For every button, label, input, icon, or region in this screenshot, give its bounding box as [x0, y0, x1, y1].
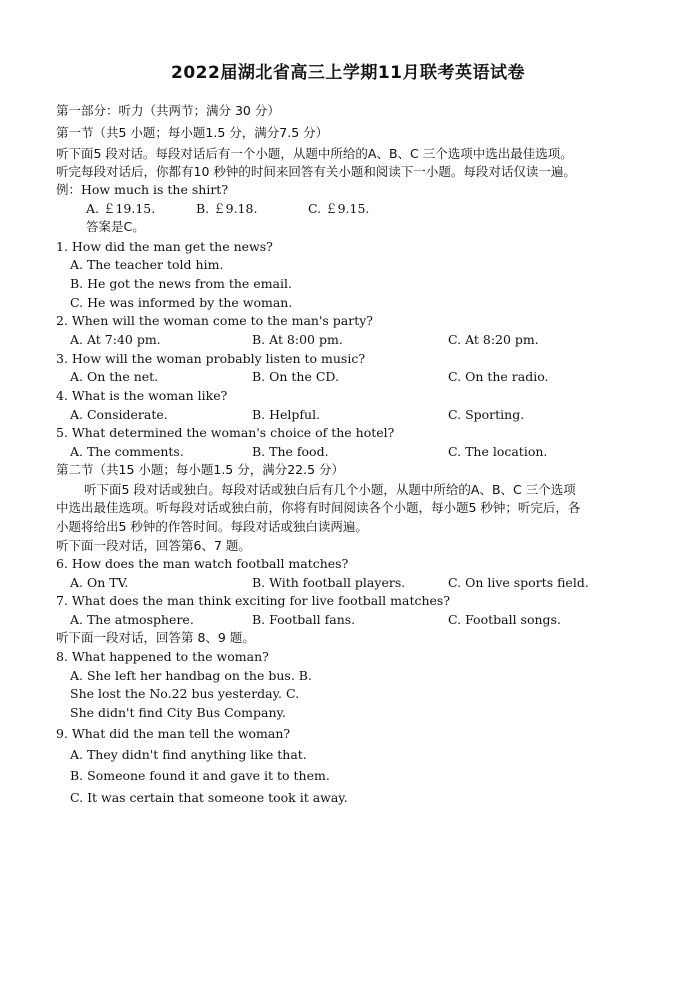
group-intro: 听下面一段对话，回答第 8、9 题。: [56, 630, 255, 645]
option-line: She lost the No.22 bus yesterday. C.: [70, 686, 300, 701]
example-answer: 答案是C。: [86, 219, 145, 234]
option-b: B. Football fans.: [252, 612, 356, 627]
example-option-c: C. ￡9.15.: [308, 201, 370, 216]
question-2: 2. When will the woman come to the man's party?: [56, 313, 373, 328]
section2-heading: 第二节（共15 小题；每小题1.5 分，满分22.5 分）: [56, 462, 345, 477]
option-c: C. Football songs.: [448, 612, 561, 627]
question-4: 4. What is the woman like?: [56, 388, 228, 403]
option-a: A. On the net.: [70, 369, 159, 384]
option-b: B. At 8:00 pm.: [252, 332, 343, 347]
option-b: B. With football players.: [252, 575, 406, 590]
option-a: A. They didn't find anything like that.: [70, 747, 307, 762]
option-b: B. The food.: [252, 444, 329, 459]
option-c: C. Sporting.: [448, 407, 525, 422]
option-b: B. Someone found it and gave it to them.: [70, 768, 330, 783]
option-c: C. He was informed by the woman.: [70, 295, 293, 310]
option-b: B. He got the news from the email.: [70, 276, 292, 291]
question-7: 7. What does the man think exciting for live football matches?: [56, 593, 451, 608]
section2-instruction: 小题将给出5 秒钟的作答时间。每段对话或独白读两遍。: [56, 519, 368, 534]
section1-heading: 第一节（共5 小题；每小题1.5 分，满分7.5 分）: [56, 125, 329, 140]
section1-instruction: 听下面5 段对话。每段对话后有一个小题，从题中所给的A、B、C 三个选项中选出最佳选项。: [56, 146, 573, 161]
option-a: A. The comments.: [70, 444, 184, 459]
section2-instruction: 中选出最佳选项。听每段对话或独白前，你将有时间阅读各个小题，每小题5 秒钟；听完后，各: [56, 500, 581, 515]
option-b: B. Helpful.: [252, 407, 321, 422]
option-c: C. On live sports field.: [448, 575, 589, 590]
option-c: C. It was certain that someone took it away.: [70, 790, 348, 805]
example-question: 例：How much is the shirt?: [56, 182, 229, 197]
option-c: C. The location.: [448, 444, 548, 459]
section1-instruction: 听完每段对话后，你都有10 秒钟的时间来回答有关小题和阅读下一小题。每段对话仅读一遍。: [56, 164, 576, 179]
page-title: 2022届湖北省高三上学期11月联考英语试卷: [171, 63, 525, 83]
question-3: 3. How will the woman probably listen to music?: [56, 351, 366, 366]
question-1: 1. How did the man get the news?: [56, 239, 273, 254]
example-option-a: A. ￡19.15.: [86, 201, 156, 216]
question-9: 9. What did the man tell the woman?: [56, 726, 291, 741]
option-c: C. On the radio.: [448, 369, 549, 384]
option-b: B. On the CD.: [252, 369, 339, 384]
section2-instruction: 听下面5 段对话或独白。每段对话或独白后有几个小题，从题中所给的A、B、C 三个选项: [84, 482, 576, 497]
question-5: 5. What determined the woman's choice of the hotel?: [56, 425, 395, 440]
option-a: A. The teacher told him.: [70, 257, 224, 272]
option-line: A. She left her handbag on the bus. B.: [70, 668, 312, 683]
option-c: C. At 8:20 pm.: [448, 332, 539, 347]
option-a: A. On TV.: [70, 575, 129, 590]
question-6: 6. How does the man watch football matches?: [56, 556, 349, 571]
option-a: A. Considerate.: [70, 407, 168, 422]
option-line: She didn't find City Bus Company.: [70, 705, 286, 720]
group-intro: 听下面一段对话，回答第6、7 题。: [56, 538, 251, 553]
option-a: A. The atmosphere.: [70, 612, 194, 627]
part1-heading: 第一部分：听力（共两节；满分 30 分）: [56, 103, 280, 118]
question-8: 8. What happened to the woman?: [56, 649, 269, 664]
example-option-b: B. ￡9.18.: [196, 201, 258, 216]
option-a: A. At 7:40 pm.: [70, 332, 161, 347]
